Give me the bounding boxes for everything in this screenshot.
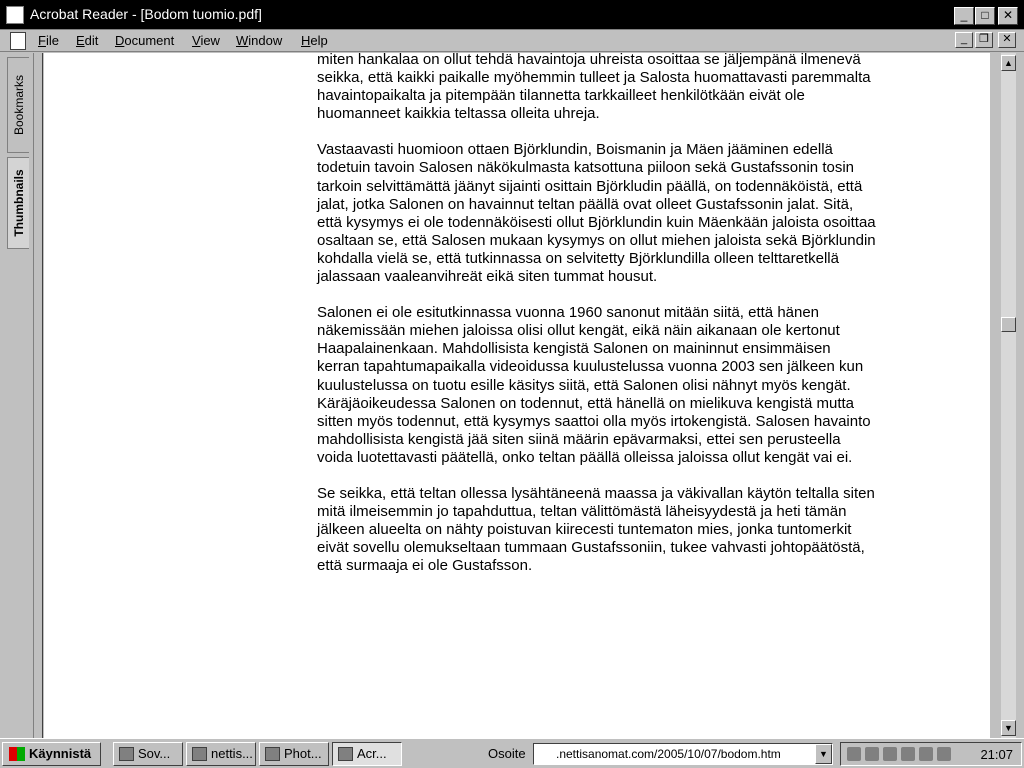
task-label: nettis... [211, 746, 253, 761]
tab-thumbnails-label: Thumbnails [11, 169, 26, 237]
task-button-nettis[interactable] [186, 742, 256, 766]
menu-view[interactable]: View [192, 33, 220, 48]
task-button-sov[interactable] [113, 742, 183, 766]
maximize-button[interactable]: □ [975, 7, 995, 25]
doc-minimize-button[interactable]: _ [955, 32, 973, 48]
search-icon[interactable] [865, 747, 879, 761]
start-button[interactable] [2, 742, 101, 766]
tab-bookmarks[interactable] [7, 57, 29, 153]
doc-restore-button[interactable]: ❐ [975, 32, 993, 48]
paragraph: miten hankalaa on ollut tehdä havaintoja uhreista osoittaa se jäljempänä ilmenevä seikka, että kaikki paikalle myöhemmin tulleet ja Salosta huomattavasti paremmalta havaintopaikalta ja pitempään tilannetta tarkkailleet henkilötkään eivät ole huomanneet kaikkia teltassa olleita uhreja. [317, 53, 871, 123]
menu-window[interactable]: Window [236, 33, 283, 48]
acrobat-icon [338, 747, 353, 761]
tools-icon[interactable] [919, 747, 933, 761]
menubar [0, 30, 1024, 52]
scroll-track[interactable] [1001, 53, 1016, 738]
start-label: Käynnistä [29, 746, 92, 761]
window-title: Acrobat Reader - [Bodom tuomio.pdf] [30, 6, 262, 22]
paragraph: Salonen ei ole esitutkinnassa vuonna 1960 sanonut mitään siitä, että hänen näkemissään miehen jaloissa olisi ollut kengät, eikä näin aikanaan ole kertonut Haapalainenkaan. Mahdollisista kengistä Salonen on maininnut ensimmäisen kerran tapahtumapaikalla videoidussa kuulustelussa vuonna 2003 sen jälkeen kun kuulustelussa on tuotu esille käsitys siitä, että Salonen olisi nähnyt myös kengät. Käräjäoikeudessa Salonen on todennut, että hänellä on mielikuva kengistä mutta sitten myös todennut, että kysymys saattoi olla myös irtokengistä. Salosen havainto mahdollisista kengistä jää siten siinä määrin epävarmaksi, ettei sen perusteella voida luotettavasti päätellä, onko teltan päällä olleissa jaloissa ollut kengät vai ei. [317, 304, 871, 466]
volume-icon[interactable] [901, 747, 915, 761]
menu-document[interactable]: Document [115, 33, 175, 48]
menu-file[interactable]: File [38, 33, 59, 48]
scroll-up-button[interactable]: ▲ [1001, 55, 1016, 71]
windows-logo-icon [9, 747, 25, 761]
tab-thumbnails[interactable] [7, 157, 29, 249]
task-label: Phot... [284, 746, 322, 761]
tab-bookmarks-label: Bookmarks [11, 74, 26, 136]
document-icon[interactable] [10, 32, 26, 50]
address-label: Osoite [488, 746, 526, 761]
network-icon[interactable] [847, 747, 861, 761]
paragraph: Vastaavasti huomioon ottaen Björklundin, Boismanin ja Mäen jääminen edellä todetuin tavoin Salosen näkökulmasta katsottuna piiloon sekä Gustafssonin tosin tarkoin selvittämättä jäänyt sijainti osittain Björkludin päällä, on todennäköistä, että jalat, jotka Salonen on havainnut teltan päällä ovat olleet Gustafssonin jalat. Sitä, että kysymys ei ole todennäköisesti ollut Björklundin kuin Mäenkään jaloista osoittaa osaltaan se, että Salosen mukaan kysymys on ollut miehen jaloista sekä Björklundin kohdalla vielä se, että tutkinnassa on selvitetty Björklundilla olleen telttaretkellä jalassaan vaaleanvihreät eikä siten tummat housut. [317, 141, 876, 286]
pane-splitter[interactable] [33, 53, 43, 738]
page-content [317, 53, 877, 593]
task-label: Sov... [138, 746, 171, 761]
clock: 21:07 [980, 747, 1013, 762]
menu-edit[interactable]: Edit [76, 33, 99, 48]
address-input[interactable]: .nettisanomat.com/2005/10/07/bodom.htm [533, 743, 833, 765]
document-view[interactable] [44, 53, 990, 738]
shield-icon[interactable] [883, 747, 897, 761]
task-label: Acr... [357, 746, 387, 761]
vertical-scrollbar[interactable] [992, 53, 1024, 738]
scroll-down-button[interactable]: ▼ [1001, 720, 1016, 736]
task-button-phot[interactable] [259, 742, 329, 766]
app-icon [119, 747, 134, 761]
minimize-button[interactable]: _ [954, 7, 974, 25]
acrobat-app-icon[interactable] [6, 6, 24, 24]
browser-icon [192, 747, 207, 761]
taskbar [0, 738, 1024, 768]
device-icon[interactable] [937, 747, 951, 761]
system-tray [840, 742, 1022, 766]
window-titlebar[interactable] [0, 0, 1024, 30]
navigation-pane [0, 53, 33, 738]
photoshop-icon [265, 747, 280, 761]
task-button-acrobat[interactable] [332, 742, 402, 766]
scroll-thumb[interactable] [1001, 317, 1016, 332]
menu-help[interactable]: Help [301, 33, 328, 48]
paragraph: Se seikka, että teltan ollessa lysähtäneenä maassa ja väkivallan käytön teltalla siten mitä ilmeisemmin jo tapahduttua, teltan välittömästä läheisyydestä ja heti tämän jälkeen alueelta on nähty poistuvan kiirecesti tuntematon mies, jonka tuntomerkit eivät sovellu olemukseltaan tummaan Gustafssoniin, tukee vahvasti johtopäätöstä, että surmaaja ei ole Gustafsson. [317, 484, 875, 575]
address-dropdown-button[interactable]: ▼ [815, 744, 832, 764]
doc-close-button[interactable]: ✕ [998, 32, 1016, 48]
close-button[interactable]: ✕ [998, 7, 1018, 25]
